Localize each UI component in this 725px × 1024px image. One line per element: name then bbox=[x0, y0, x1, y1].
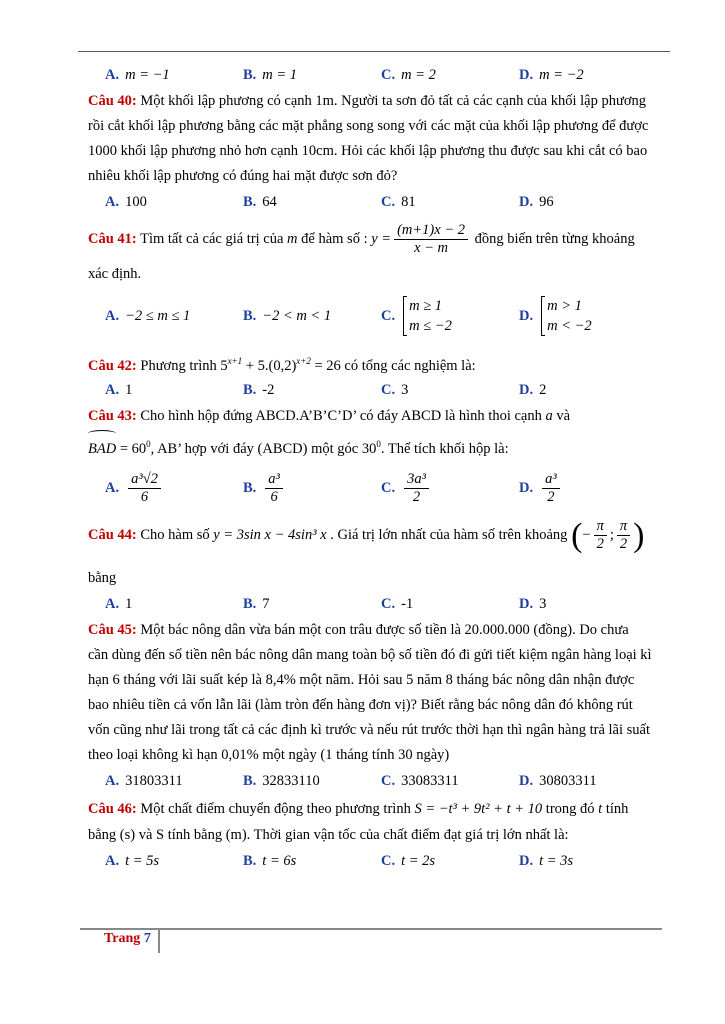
option-b: B. m = 1 bbox=[243, 67, 298, 83]
question-42 bbox=[88, 345, 658, 404]
q45-line: bao nhiêu tiền cả vốn lẫn lãi (làm tròn đến hàng đơn vị)? Biết rằng bác nông dân đó không rút bbox=[88, 696, 633, 713]
option-c: C. 33083311 bbox=[381, 772, 459, 789]
question-45 bbox=[88, 618, 658, 795]
q45-line: cần dùng đến số tiền nên bác nông dân mang toàn bộ số tiền đó đi gửi tiết kiệm ngân hàng loại kì bbox=[88, 646, 652, 663]
option-d: D. 96 bbox=[519, 194, 554, 210]
page-footer: Trang 7 bbox=[104, 931, 151, 946]
q44-options bbox=[88, 591, 658, 618]
option-a: A. t = 5s bbox=[105, 852, 160, 869]
option-b: B. -2 bbox=[243, 382, 275, 398]
q46-line: bằng (s) và S tính bằng (m). Thời gian vận tốc của chất điểm đạt giá trị lớn nhất là: bbox=[88, 826, 569, 843]
angle-symbol: BAD bbox=[88, 434, 116, 464]
question-41 bbox=[88, 216, 658, 345]
q39-options bbox=[88, 62, 658, 89]
q45-line: Câu 45: Một bác nông dân vừa bán một con trâu được số tiền là 20.000.000 (đồng). Do chưa bbox=[88, 621, 629, 638]
inequality-system: m ≥ 1 m ≤ −2 bbox=[403, 296, 452, 336]
q44-line: bằng bbox=[88, 569, 117, 586]
option-b: B. $\frac{\text{a³}}{6}$ bbox=[243, 471, 381, 506]
option-d: D. 3 bbox=[519, 595, 547, 612]
q40-line: 1000 khối lập phương nhỏ hơn cạnh 10cm. Hỏi các khối lập phương thu được sau khi cắt có bao bbox=[88, 143, 648, 159]
q46-line: Câu 46: Một chất điểm chuyển động theo phương trình S = −t³ + 9t² + t + 10 trong đó t tính bbox=[88, 800, 629, 817]
option-a: A. 100 bbox=[105, 194, 147, 210]
option-c: C. m ≥ 1 m ≤ −2 bbox=[381, 298, 452, 334]
q40-options bbox=[88, 189, 658, 216]
option-b: B. t = 6s bbox=[243, 852, 297, 869]
q40-line: Câu 40: Một khối lập phương có cạnh 1m. Người ta sơn đỏ tất cả các cạnh của khối lập phương bbox=[88, 93, 647, 109]
option-d: D. m = −2 bbox=[519, 67, 584, 83]
option-a: A. −2 ≤ m ≤ 1 bbox=[105, 307, 191, 324]
option-c: C. -1 bbox=[381, 595, 414, 612]
option-b: B. −2 < m < 1 bbox=[243, 307, 332, 324]
option-a: A. 31803311 bbox=[105, 772, 183, 789]
page-number: 7 bbox=[143, 931, 151, 946]
q41-line: Câu 41: Tìm tất cả các giá trị của m để hàm số : y = $\frac{(m+1)x - 2}{x - m}$ đồng biến trên từng khoảng bbox=[88, 221, 635, 256]
option-d: D. 30803311 bbox=[519, 772, 597, 789]
option-a: A. 1 bbox=[105, 382, 133, 398]
footer-rule bbox=[80, 928, 662, 930]
q42-options bbox=[88, 377, 658, 404]
q45-line: vốn cũng như lãi trong tất cả các định kì trước và nếu rút trước thời hạn thì ngân hàng trả lãi suất bbox=[88, 721, 650, 738]
option-a: A. $\frac{\text{a³√2}}{6}$ bbox=[88, 471, 243, 506]
q43-line: BAD = $60^0$, AB’ hợp với đáy (ABCD) một góc $30^0$. Thể tích khối hộp là: bbox=[88, 429, 658, 464]
q41-fraction: $\frac{(m+1)x - 2}{x - m}$ bbox=[394, 222, 468, 257]
q40-line: nhiêu khối lập phương có đúng hai mặt được sơn đỏ? bbox=[88, 168, 398, 184]
q43-line: Câu 43: Cho hình hộp đứng ABCD.A’B’C’D’ có đáy ABCD là hình thoi cạnh a và bbox=[88, 408, 571, 424]
option-c: C. 81 bbox=[381, 194, 416, 210]
question-44 bbox=[88, 514, 658, 618]
q43-options bbox=[88, 464, 658, 514]
option-d: D. $\frac{\text{a³}}{2}$ bbox=[519, 471, 657, 506]
header-rule bbox=[78, 51, 670, 52]
option-c: C. 3 bbox=[381, 382, 409, 398]
option-c: C. $\frac{\text{3a³}}{2}$ bbox=[381, 471, 519, 506]
question-43 bbox=[88, 404, 658, 514]
option-b: B. 64 bbox=[243, 194, 277, 210]
q44-line: Câu 44: Cho hàm số y = 3sin x − 4sin³ x . Giá trị lớn nhất của hàm số trên khoảng ( − $\frac{\pi}{2}$ ; $\frac{\pi}{2}$ ) bbox=[88, 516, 645, 554]
inequality-system: m > 1 m < −2 bbox=[541, 296, 592, 336]
q41-options bbox=[88, 287, 658, 345]
q40-line: rồi cắt khối lập phương bằng các mặt phẳng song song với các mặt của khối lập phương để được bbox=[88, 118, 649, 134]
q42-line: Câu 42: Phương trình $5^{x+1} + 5.(0,2)^{x+2} = 26$ có tổng các nghiệm là: bbox=[88, 356, 476, 374]
footer-divider bbox=[158, 929, 160, 953]
option-a: A. 1 bbox=[105, 595, 133, 612]
q45-line: hạn 6 tháng với lãi suất kép là 8,4% một năm. Hỏi sau 5 năm 8 tháng bác nông dân nhận được bbox=[88, 671, 635, 688]
option-d: D. t = 3s bbox=[519, 852, 574, 869]
option-d: D. 2 bbox=[519, 382, 547, 398]
q46-options bbox=[88, 848, 658, 875]
option-b: B. 7 bbox=[243, 595, 270, 612]
option-c: C. t = 2s bbox=[381, 852, 436, 869]
page-content bbox=[88, 62, 658, 875]
question-40 bbox=[88, 89, 658, 216]
option-b: B. 32833110 bbox=[243, 772, 320, 789]
option-d: D. m > 1 m < −2 bbox=[519, 298, 592, 334]
option-c: C. m = 2 bbox=[381, 67, 436, 83]
q45-line: theo loại không kì hạn 0,01% một ngày (1 tháng tính 30 ngày) bbox=[88, 746, 450, 763]
q45-options bbox=[88, 768, 658, 795]
q41-line: xác định. bbox=[88, 266, 142, 282]
option-a: A. m = −1 bbox=[105, 67, 170, 83]
question-46 bbox=[88, 795, 658, 875]
